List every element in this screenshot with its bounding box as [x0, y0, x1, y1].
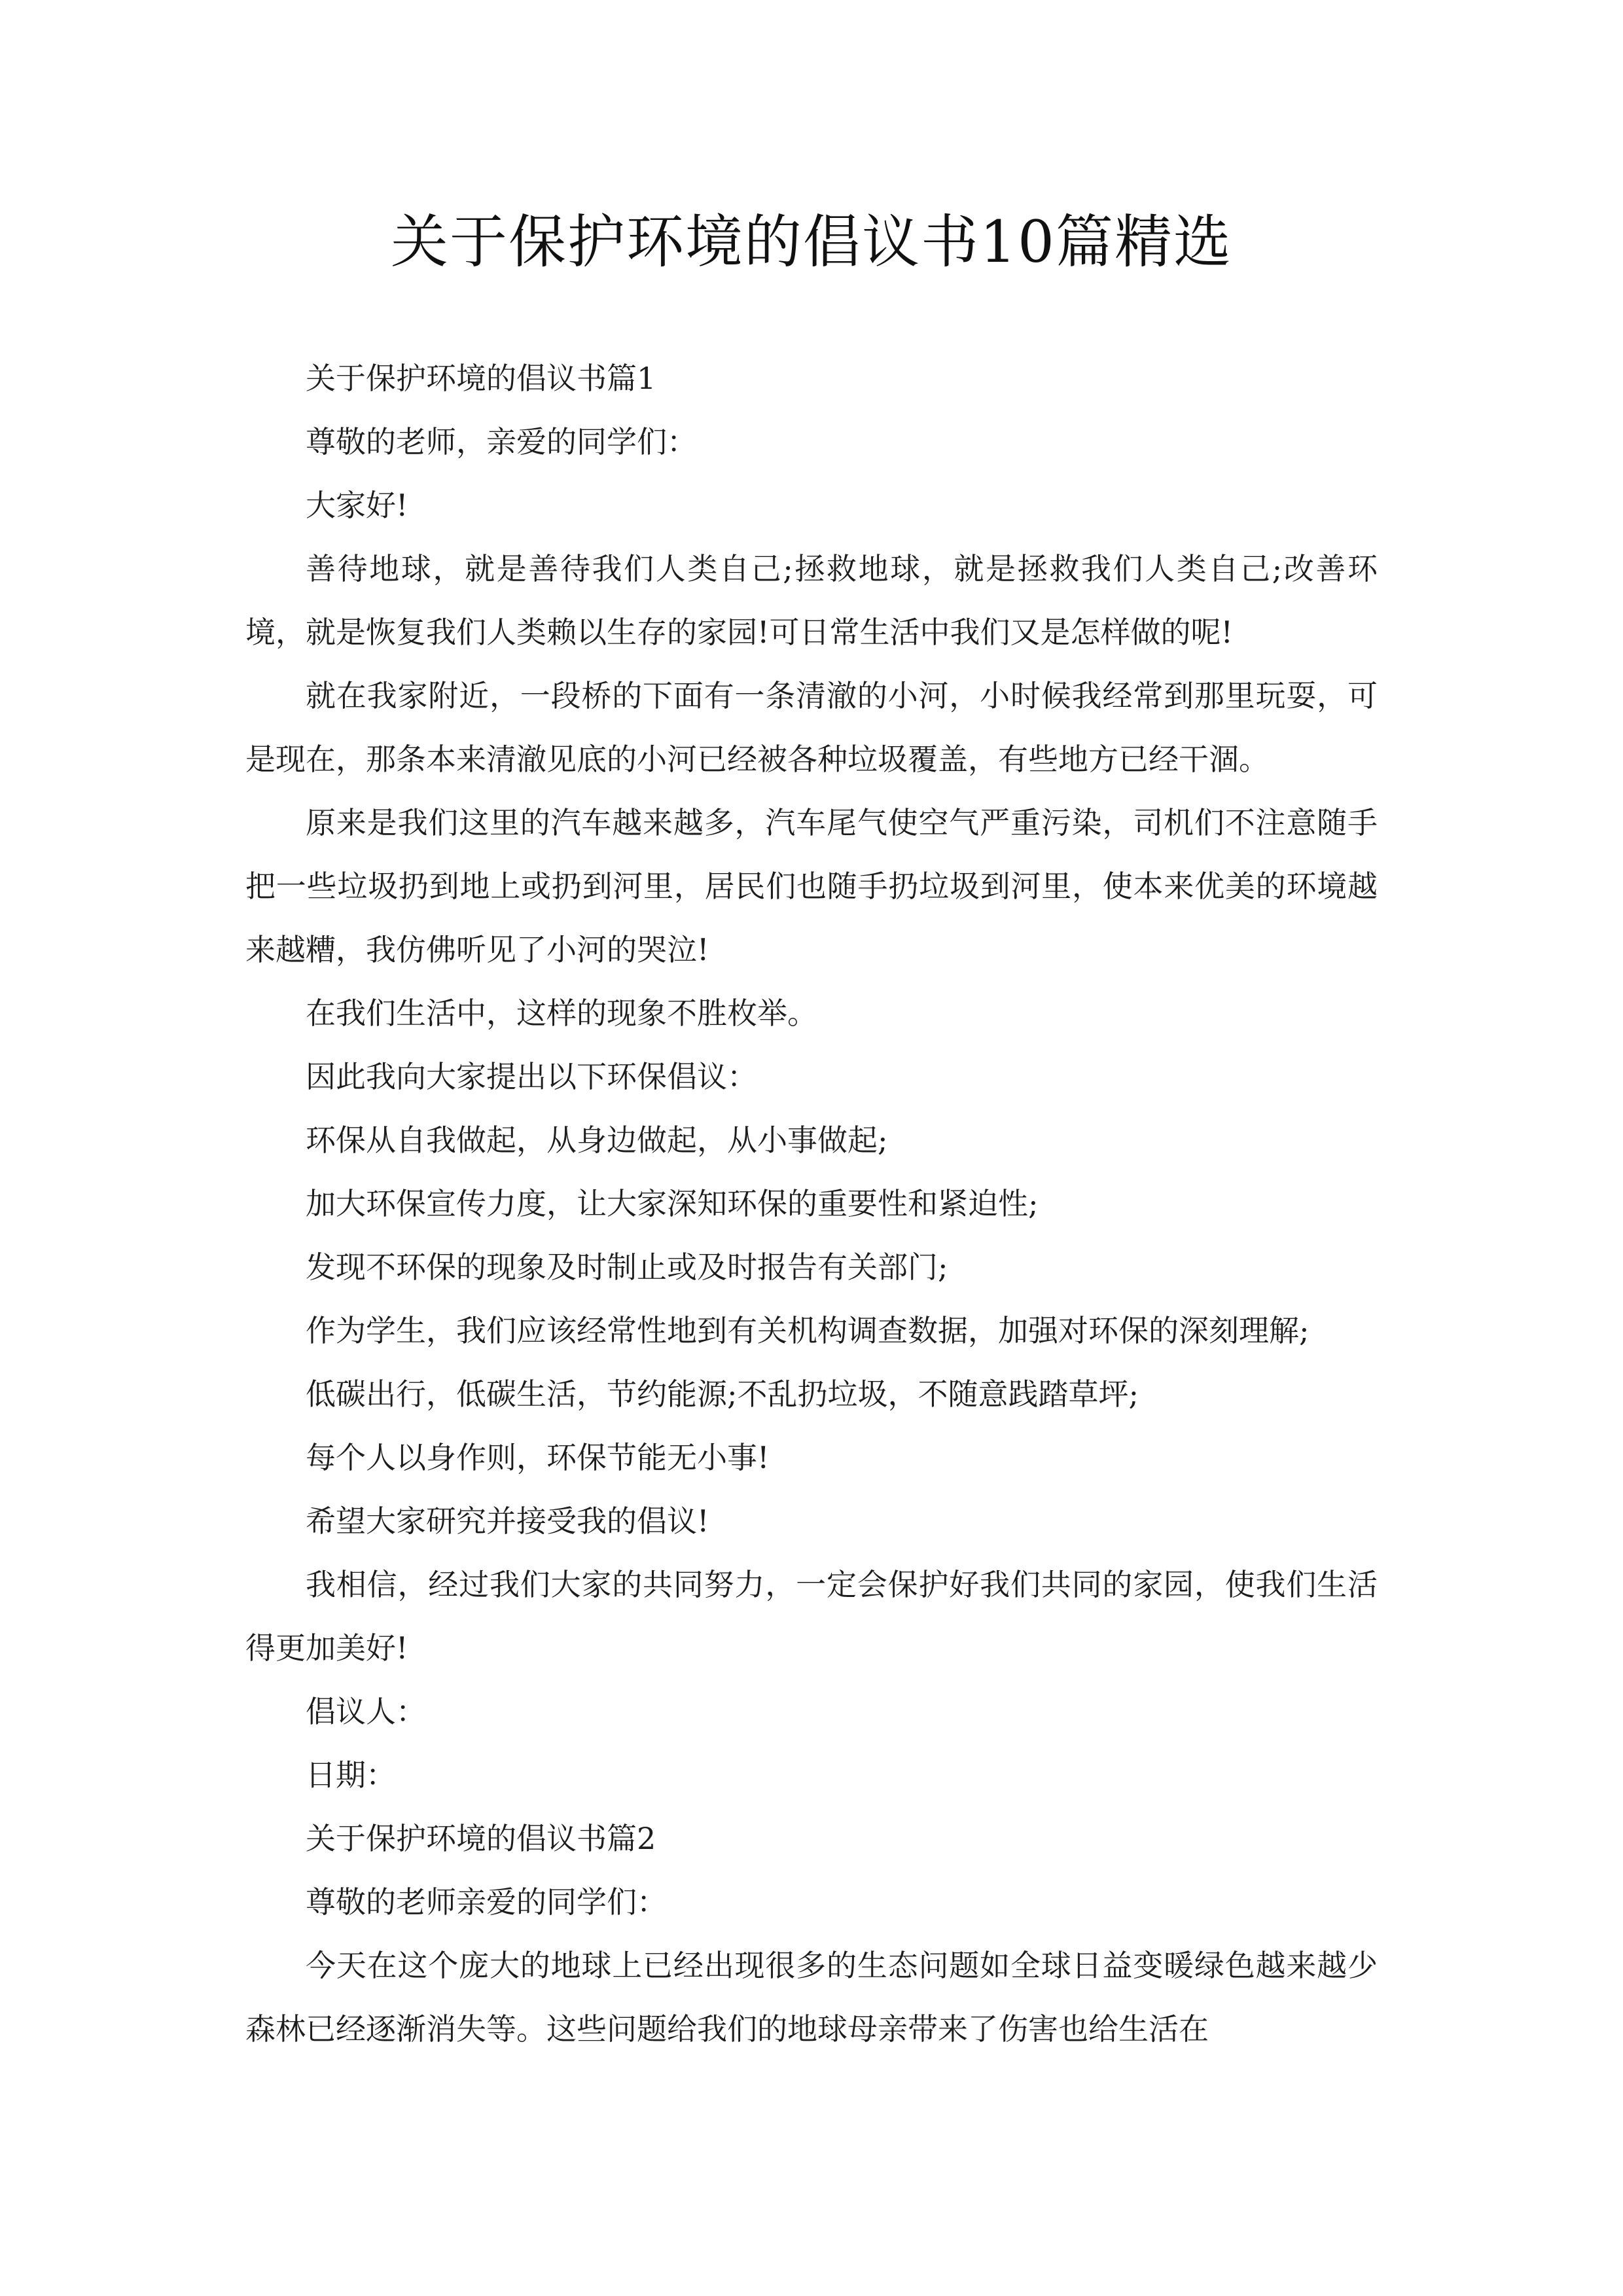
paragraph: 因此我向大家提出以下环保倡议：	[306, 1059, 757, 1094]
proposal-item: 每个人以身作则，环保节能无小事!	[306, 1440, 770, 1475]
paragraph: 希望大家研究并接受我的倡议!	[306, 1503, 709, 1539]
paragraph: 今天在这个庞大的地球上已经出现很多的生态问题如全球日益变暖绿色越来越少森林已经逐渐消失等。这些问题给我们的地球母亲带来了伤害也给生活在	[245, 1948, 1378, 2047]
paragraph: 善待地球，就是善待我们人类自己;拯救地球，就是拯救我们人类自己;改善环境，就是恢复我们人类赖以生存的家园!可日常生活中我们又是怎样做的呢!	[245, 551, 1378, 650]
paragraph: 在我们生活中，这样的现象不胜枚举。	[306, 996, 817, 1031]
proposal-item: 作为学生，我们应该经常性地到有关机构调查数据，加强对环保的深刻理解;	[306, 1313, 1310, 1348]
salutation: 尊敬的老师亲爱的同学们：	[306, 1884, 667, 1920]
signature-label: 倡议人：	[306, 1694, 426, 1729]
document-body	[245, 347, 1378, 2061]
section-heading: 关于保护环境的倡议书篇1	[306, 361, 656, 396]
document-title: 关于保护环境的倡议书10篇精选	[391, 208, 1232, 276]
date-label: 日期：	[306, 1757, 396, 1793]
proposal-item: 环保从自我做起，从身边做起，从小事做起;	[306, 1122, 888, 1158]
proposal-item: 发现不环保的现象及时制止或及时报告有关部门;	[306, 1249, 948, 1285]
paragraph: 原来是我们这里的汽车越来越多，汽车尾气使空气严重污染，司机们不注意随手把一些垃圾扔到地上或扔到河里，居民们也随手扔垃圾到河里，使本来优美的环境越来越糟，我仿佛听见了小河的哭泣!	[245, 805, 1378, 967]
paragraph: 就在我家附近，一段桥的下面有一条清澈的小河，小时候我经常到那里玩耍，可是现在，那条本来清澈见底的小河已经被各种垃圾覆盖，有些地方已经干涸。	[245, 678, 1378, 777]
proposal-item: 加大环保宣传力度，让大家深知环保的重要性和紧迫性;	[306, 1186, 1039, 1221]
proposal-item: 低碳出行，低碳生活，节约能源;不乱扔垃圾，不随意践踏草坪;	[306, 1376, 1139, 1412]
salutation: 尊敬的老师，亲爱的同学们：	[306, 424, 697, 459]
paragraph: 我相信，经过我们大家的共同努力，一定会保护好我们共同的家园，使我们生活得更加美好!	[245, 1567, 1378, 1666]
greeting: 大家好!	[306, 488, 408, 523]
section-heading: 关于保护环境的倡议书篇2	[306, 1821, 656, 1856]
